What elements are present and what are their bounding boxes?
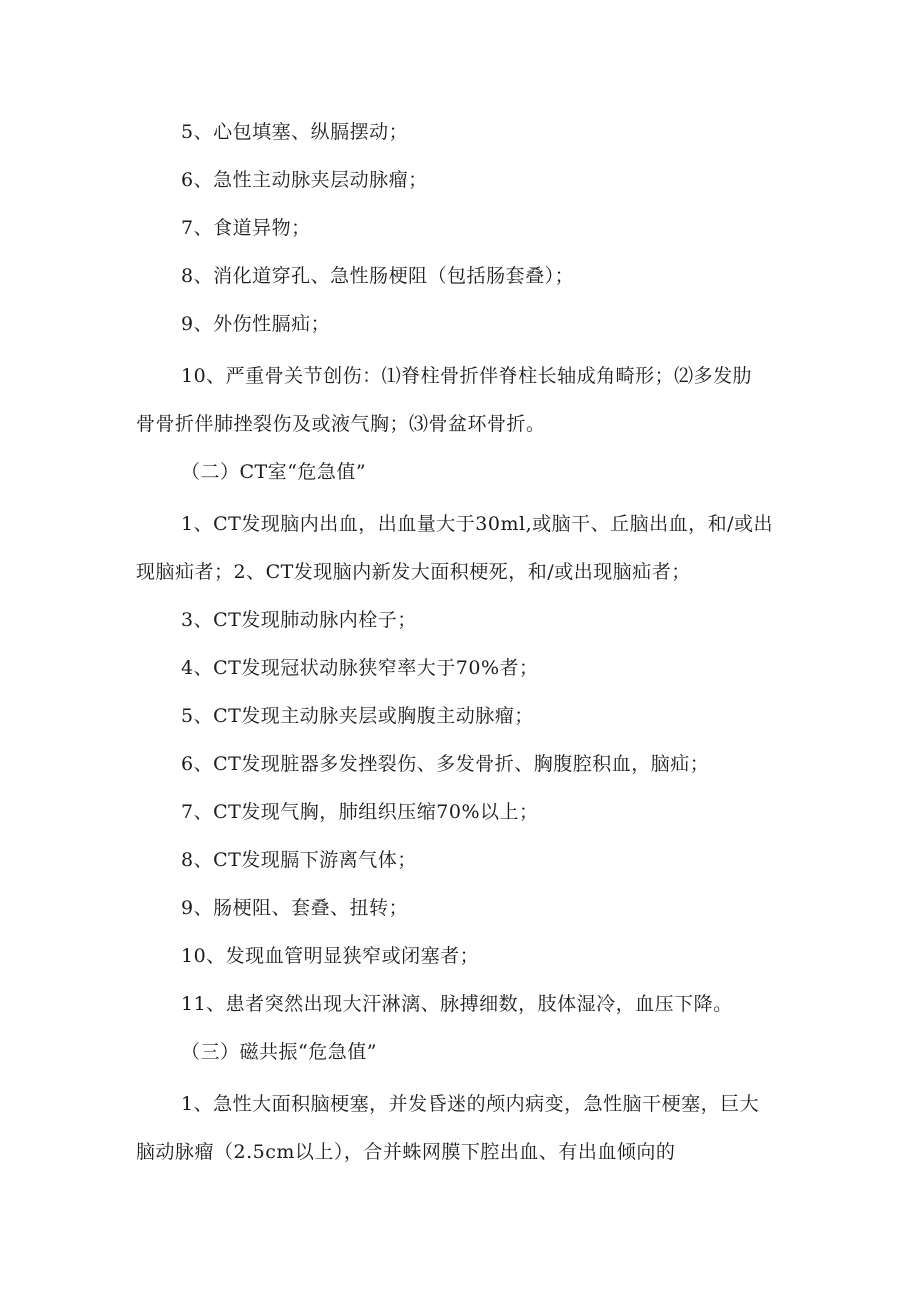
list-item-9-traumatic-hernia: 9、外伤性膈疝； [181,313,331,335]
ct-item-1-continuation: 现脑疝者；2、CT发现脑内新发大面积梗死，和/或出现脑疝者； [136,561,691,583]
mri-item-1-continuation: 脑动脉瘤（2.5cm以上），合并蛛网膜下腔出血、有出血倾向的 [136,1141,676,1163]
list-item-10-continuation: 骨骨折伴肺挫裂伤及或液气胸；⑶骨盆环骨折。 [136,413,546,435]
section-heading-mri: （三）磁共振“危急值” [181,1041,377,1063]
ct-item-7: 7、CT发现气胸，肺组织压缩70%以上； [181,801,539,823]
ct-item-3: 3、CT发现肺动脉内栓子； [181,609,417,631]
ct-item-8: 8、CT发现膈下游离气体； [181,849,417,871]
ct-item-5: 5、CT发现主动脉夹层或胸腹主动脉瘤； [181,705,534,727]
ct-item-11: 11、患者突然出现大汗淋漓、脉搏细数，肢体湿冷，血压下降。 [181,993,733,1015]
list-item-6-aortic-dissection: 6、急性主动脉夹层动脉瘤； [181,169,428,191]
ct-item-1: 1、CT发现脑内出血，出血量大于30ml,或脑干、丘脑出血，和/或出 [181,513,774,535]
list-item-5-pericardial-tamponade: 5、心包填塞、纵膈摆动； [181,121,409,143]
ct-item-9: 9、肠梗阻、套叠、扭转； [181,897,409,919]
ct-item-4: 4、CT发现冠状动脉狭窄率大于70%者； [181,657,539,679]
list-item-7-esophageal-foreign-body: 7、食道异物； [181,217,311,239]
mri-item-1: 1、急性大面积脑梗塞，并发昏迷的颅内病变，急性脑干梗塞，巨大 [181,1093,760,1115]
ct-item-6: 6、CT发现脏器多发挫裂伤、多发骨折、胸腹腔积血，脑疝； [181,753,710,775]
list-item-8-perforation-obstruction: 8、消化道穿孔、急性肠梗阻（包括肠套叠）； [181,265,575,287]
ct-item-10: 10、发现血管明显狭窄或闭塞者； [181,945,480,967]
list-item-10-bone-trauma: 10、严重骨关节创伤：⑴脊柱骨折伴脊柱长轴成角畸形；⑵多发肋 [181,365,753,387]
section-heading-ct: （二）CT室“危急值” [181,461,367,483]
